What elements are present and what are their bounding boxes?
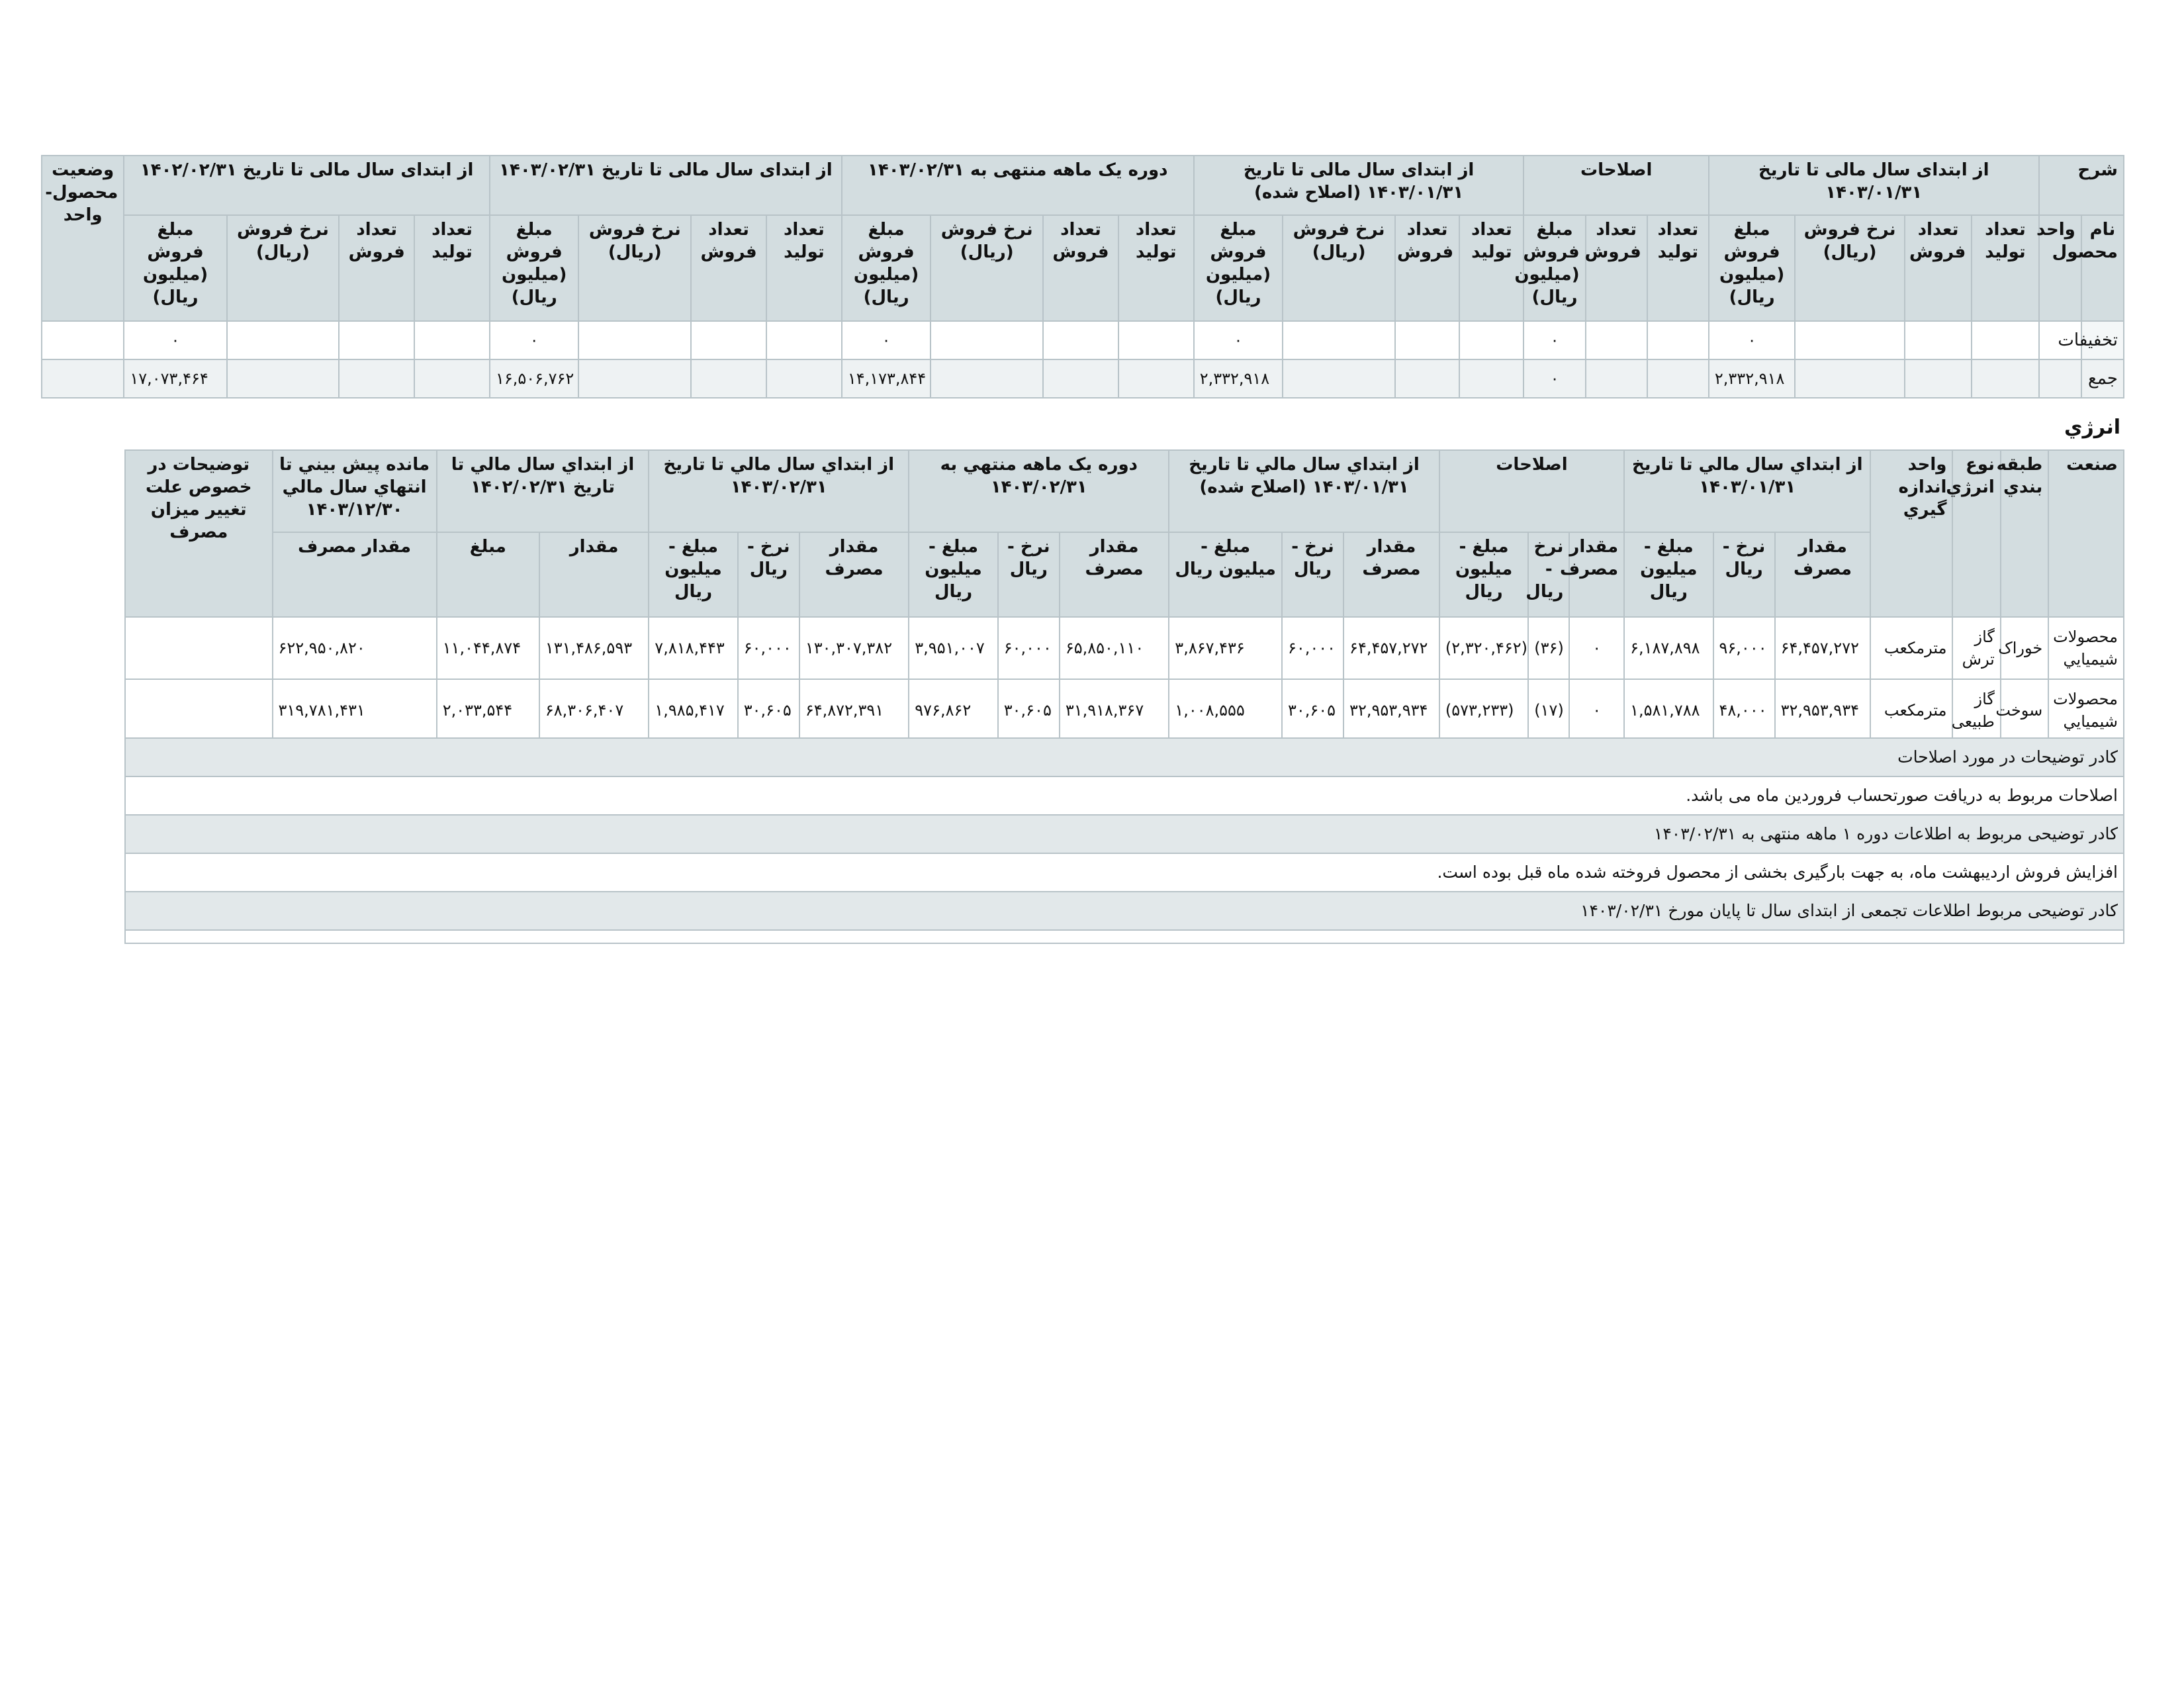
header-group-8: توضيحات در خصوص علت تغيير ميزان مصرف <box>125 450 273 617</box>
table-cell <box>2039 359 2081 398</box>
table-cell: ۱۳۰,۳۰۷,۳۸۲ <box>799 617 909 679</box>
table-cell: ۶۴,۴۵۷,۲۷۲ <box>1775 617 1871 679</box>
note-text <box>125 930 2124 943</box>
header-group-6: از ابتداي سال مالي تا تاريخ ۱۴۰۲/۰۲/۳۱ <box>437 450 649 532</box>
table-cell: (۵۷۳,۲۳۳) <box>1439 679 1528 741</box>
table-cell: ۶۲۲,۹۵۰,۸۲۰ <box>273 617 437 679</box>
category-cell: سوخت <box>2001 679 2048 741</box>
table-cell <box>42 321 124 359</box>
table-cell: ۲,۳۳۲,۹۱۸ <box>1194 359 1283 398</box>
header-rate: نرخ - ريال <box>1282 532 1343 617</box>
table-cell <box>339 359 414 398</box>
table-cell: ۳۰,۶۰۵ <box>738 679 799 741</box>
energy-type-cell: گاز طبيعی <box>1952 679 2000 741</box>
table-cell <box>125 617 273 679</box>
table-cell <box>125 679 273 741</box>
header-category: طبقه بندي <box>2001 450 2048 617</box>
header-group-7: مانده پيش بيني تا انتهاي سال مالي ۱۴۰۳/۱۲/۳۰ <box>273 450 437 532</box>
header-sale-amount: مبلغ فروش (میلیون ریال) <box>1709 215 1795 321</box>
table-cell: ۶۵,۸۵۰,۱۱۰ <box>1060 617 1169 679</box>
table-cell: (۲,۳۲۰,۴۶۲) <box>1439 617 1528 679</box>
table-cell: ۰ <box>842 321 931 359</box>
header-rate: نرخ - ريال <box>1713 532 1775 617</box>
table-cell: ۱۴,۱۷۳,۸۴۴ <box>842 359 931 398</box>
header-group-3: از ابتداي سال مالي تا تاريخ ۱۴۰۳/۰۱/۳۱ (اصلاح شده) <box>1169 450 1439 532</box>
header-prod-count: تعداد تولید <box>1972 215 2038 321</box>
header-amount: مبلغ - ميليون ريال <box>1439 532 1528 617</box>
header-rate: نرخ - ريال <box>738 532 799 617</box>
table-cell <box>1043 359 1118 398</box>
header-group-1: از ابتدای سال مالی تا تاریخ ۱۴۰۳/۰۱/۳۱ <box>1709 156 2039 215</box>
table-cell: ۳۰,۶۰۵ <box>1282 679 1343 741</box>
header-prod-count: تعداد تولید <box>766 215 842 321</box>
header-group-4: دوره يک ماهه منتهي به ۱۴۰۳/۰۲/۳۱ <box>909 450 1169 532</box>
header-sale-count: تعداد فروش <box>1905 215 1972 321</box>
table-row-discounts <box>42 321 2124 359</box>
header-sharh: شرح <box>2039 156 2124 215</box>
table-cell <box>691 359 766 398</box>
header-qty: مقدار مصرف <box>1060 532 1169 617</box>
note-heading: کادر توضیحات در مورد اصلاحات <box>125 738 2124 776</box>
table-cell <box>578 321 691 359</box>
header-rate: نرخ - ريال <box>998 532 1060 617</box>
table-cell: ۰ <box>124 321 226 359</box>
table-cell <box>766 359 842 398</box>
table-cell <box>1586 321 1647 359</box>
header-rate: نرخ - ريال <box>1528 532 1569 617</box>
table-cell: ۱,۵۸۱,۷۸۸ <box>1624 679 1713 741</box>
table-cell <box>1905 321 1972 359</box>
table-cell: ۱,۰۰۸,۵۵۵ <box>1169 679 1282 741</box>
category-cell: خوراک <box>2001 617 2048 679</box>
table-cell <box>1905 359 1972 398</box>
table-cell: ۶۴,۴۵۷,۲۷۲ <box>1343 617 1439 679</box>
note-text: افزایش فروش اردیبهشت ماه، به جهت بارگیری بخشی از محصول فروخته شده ماه قبل بوده است. <box>125 853 2124 892</box>
table-cell: ۰ <box>1194 321 1283 359</box>
table-cell <box>1283 321 1395 359</box>
note-text: اصلاحات مربوط به دریافت صورتحساب فروردین ماه می باشد. <box>125 776 2124 815</box>
header-amount: مبلغ - ميليون ريال <box>1624 532 1713 617</box>
table-cell <box>1395 359 1459 398</box>
header-qty: مقدار مصرف <box>799 532 909 617</box>
table-cell: ۹۷۶,۸۶۲ <box>909 679 997 741</box>
header-qty: مقدار مصرف <box>1343 532 1439 617</box>
industry-cell: محصولات شيميايي <box>2048 679 2124 741</box>
table-cell: ۲,۳۳۲,۹۱۸ <box>1709 359 1795 398</box>
table-cell: ۰ <box>1709 321 1795 359</box>
table-cell: ۴۸,۰۰۰ <box>1713 679 1775 741</box>
table-cell <box>1586 359 1647 398</box>
header-prod-count: تعداد تولید <box>414 215 490 321</box>
table-cell: (۱۷) <box>1528 679 1569 741</box>
table-cell: ۳۲,۹۵۳,۹۳۴ <box>1775 679 1871 741</box>
notes-table <box>124 737 2124 944</box>
table-cell <box>414 321 490 359</box>
header-unit: واحد اندازه گيري <box>1870 450 1952 617</box>
table-cell <box>931 359 1043 398</box>
header-amount-short: مبلغ <box>437 532 539 617</box>
table-cell <box>339 321 414 359</box>
table-cell: ۱۳۱,۴۸۶,۵۹۳ <box>539 617 649 679</box>
table-cell: ۳۲,۹۵۳,۹۳۴ <box>1343 679 1439 741</box>
table-cell: ۰ <box>1569 679 1624 741</box>
header-prod-count: تعداد تولید <box>1118 215 1194 321</box>
table-cell <box>1459 321 1524 359</box>
table-cell: ۱۱,۰۴۴,۸۷۴ <box>437 617 539 679</box>
table-cell: ۱۶,۵۰۶,۷۶۲ <box>490 359 579 398</box>
header-industry: صنعت <box>2048 450 2124 617</box>
header-sale-count: تعداد فروش <box>339 215 414 321</box>
unit-cell: مترمکعب <box>1870 679 1952 741</box>
table-cell: ۳۱۹,۷۸۱,۴۳۱ <box>273 679 437 741</box>
row-label: جمع <box>2081 359 2124 398</box>
table-cell <box>1118 359 1194 398</box>
note-heading: کادر توضیحی مربوط به اطلاعات دوره ۱ ماهه منتهی به ۱۴۰۳/۰۲/۳۱ <box>125 815 2124 853</box>
table-cell: ۱,۹۸۵,۴۱۷ <box>649 679 737 741</box>
row-label: تخفیفات <box>2081 321 2124 359</box>
header-group-4: دوره یک ماهه منتهی به ۱۴۰۳/۰۲/۳۱ <box>842 156 1194 215</box>
table-cell: ۷,۸۱۸,۴۴۳ <box>649 617 737 679</box>
header-group-3: از ابتدای سال مالی تا تاریخ ۱۴۰۳/۰۱/۳۱ (اصلاح شده) <box>1194 156 1524 215</box>
table-cell <box>1972 321 2038 359</box>
header-status: وضعیت محصول- واحد <box>42 156 124 321</box>
table-cell <box>691 321 766 359</box>
header-qty: مقدار مصرف <box>1775 532 1871 617</box>
header-prod-count: تعداد تولید <box>1459 215 1524 321</box>
header-sale-count: تعداد فروش <box>1586 215 1647 321</box>
table-cell <box>1283 359 1395 398</box>
table-cell <box>578 359 691 398</box>
header-product-name: نام محصول <box>2081 215 2124 321</box>
industry-cell: محصولات شيميايي <box>2048 617 2124 679</box>
header-group-5: از ابتدای سال مالی تا تاریخ ۱۴۰۳/۰۲/۳۱ <box>490 156 842 215</box>
table-cell: ۲,۰۳۳,۵۴۴ <box>437 679 539 741</box>
table-cell <box>1795 359 1905 398</box>
header-sale-count: تعداد فروش <box>691 215 766 321</box>
header-amount: مبلغ - ميليون ريال <box>909 532 997 617</box>
table-cell <box>227 321 340 359</box>
table-cell <box>1395 321 1459 359</box>
table-cell <box>42 359 124 398</box>
table-cell: ۹۶,۰۰۰ <box>1713 617 1775 679</box>
table-cell <box>227 359 340 398</box>
table-cell: ۰ <box>1569 617 1624 679</box>
table-cell <box>1118 321 1194 359</box>
table-cell: ۰ <box>1524 359 1585 398</box>
energy-section-title: انرژي <box>2064 416 2120 439</box>
header-group-5: از ابتداي سال مالي تا تاريخ ۱۴۰۳/۰۲/۳۱ <box>649 450 909 532</box>
header-sale-rate: نرخ فروش (ریال) <box>1283 215 1395 321</box>
header-sale-amount: مبلغ فروش (میلیون ریال) <box>1194 215 1283 321</box>
header-amount: مبلغ - ميليون ريال <box>1169 532 1282 617</box>
header-sale-rate: نرخ فروش (ریال) <box>931 215 1043 321</box>
header-prod-count: تعداد تولید <box>1647 215 1709 321</box>
table-cell <box>766 321 842 359</box>
table-cell <box>1647 359 1709 398</box>
header-group-6: از ابتدای سال مالی تا تاریخ ۱۴۰۲/۰۲/۳۱ <box>124 156 490 215</box>
header-sale-rate: نرخ فروش (ریال) <box>227 215 340 321</box>
table-cell: ۶۰,۰۰۰ <box>738 617 799 679</box>
table-cell: ۶۰,۰۰۰ <box>998 617 1060 679</box>
table-cell <box>1972 359 2038 398</box>
table-row-energy <box>125 617 2124 679</box>
energy-table <box>124 449 2124 742</box>
table-cell <box>414 359 490 398</box>
table-cell: ۳۰,۶۰۵ <box>998 679 1060 741</box>
header-qty: مقدار مصرف <box>273 532 437 617</box>
header-qty: مقدار مصرف <box>1569 532 1624 617</box>
sales-summary-table <box>41 155 2124 399</box>
header-sale-count: تعداد فروش <box>1395 215 1459 321</box>
table-row-total <box>42 359 2124 398</box>
note-heading: کادر توضیحی مربوط اطلاعات تجمعی از ابتدای سال تا پایان مورخ ۱۴۰۳/۰۲/۳۱ <box>125 892 2124 930</box>
header-sale-amount: مبلغ فروش (میلیون ریال) <box>490 215 579 321</box>
header-sale-rate: نرخ فروش (ریال) <box>578 215 691 321</box>
header-sale-amount: مبلغ فروش (میلیون ریال) <box>124 215 226 321</box>
table-cell: ۳,۸۶۷,۴۳۶ <box>1169 617 1282 679</box>
header-qty-short: مقدار <box>539 532 649 617</box>
table-cell: ۶۴,۸۷۲,۳۹۱ <box>799 679 909 741</box>
table-cell <box>1043 321 1118 359</box>
table-cell: ۶۸,۳۰۶,۴۰۷ <box>539 679 649 741</box>
table-cell: (۳۶) <box>1528 617 1569 679</box>
header-group-2: اصلاحات <box>1439 450 1624 532</box>
table-cell: ۰ <box>1524 321 1585 359</box>
header-amount: مبلغ - ميليون ريال <box>649 532 737 617</box>
energy-type-cell: گاز ترش <box>1952 617 2000 679</box>
header-energy-type: نوع انرژي <box>1952 450 2000 617</box>
header-unit: واحد <box>2039 215 2081 321</box>
table-cell <box>1795 321 1905 359</box>
header-sale-count: تعداد فروش <box>1043 215 1118 321</box>
header-group-2: اصلاحات <box>1524 156 1708 215</box>
table-cell <box>931 321 1043 359</box>
table-cell: ۶,۱۸۷,۸۹۸ <box>1624 617 1713 679</box>
table-cell: ۰ <box>490 321 579 359</box>
table-cell <box>1647 321 1709 359</box>
header-sale-amount: مبلغ فروش (میلیون ریال) <box>1524 215 1585 321</box>
header-sale-amount: مبلغ فروش (میلیون ریال) <box>842 215 931 321</box>
unit-cell: مترمکعب <box>1870 617 1952 679</box>
header-group-1: از ابتداي سال مالي تا تاريخ ۱۴۰۳/۰۱/۳۱ <box>1624 450 1870 532</box>
table-cell: ۶۰,۰۰۰ <box>1282 617 1343 679</box>
table-cell: ۱۷,۰۷۳,۴۶۴ <box>124 359 226 398</box>
table-cell: ۳۱,۹۱۸,۳۶۷ <box>1060 679 1169 741</box>
table-row-energy <box>125 679 2124 741</box>
table-cell <box>1459 359 1524 398</box>
header-sale-rate: نرخ فروش (ریال) <box>1795 215 1905 321</box>
table-cell: ۳,۹۵۱,۰۰۷ <box>909 617 997 679</box>
